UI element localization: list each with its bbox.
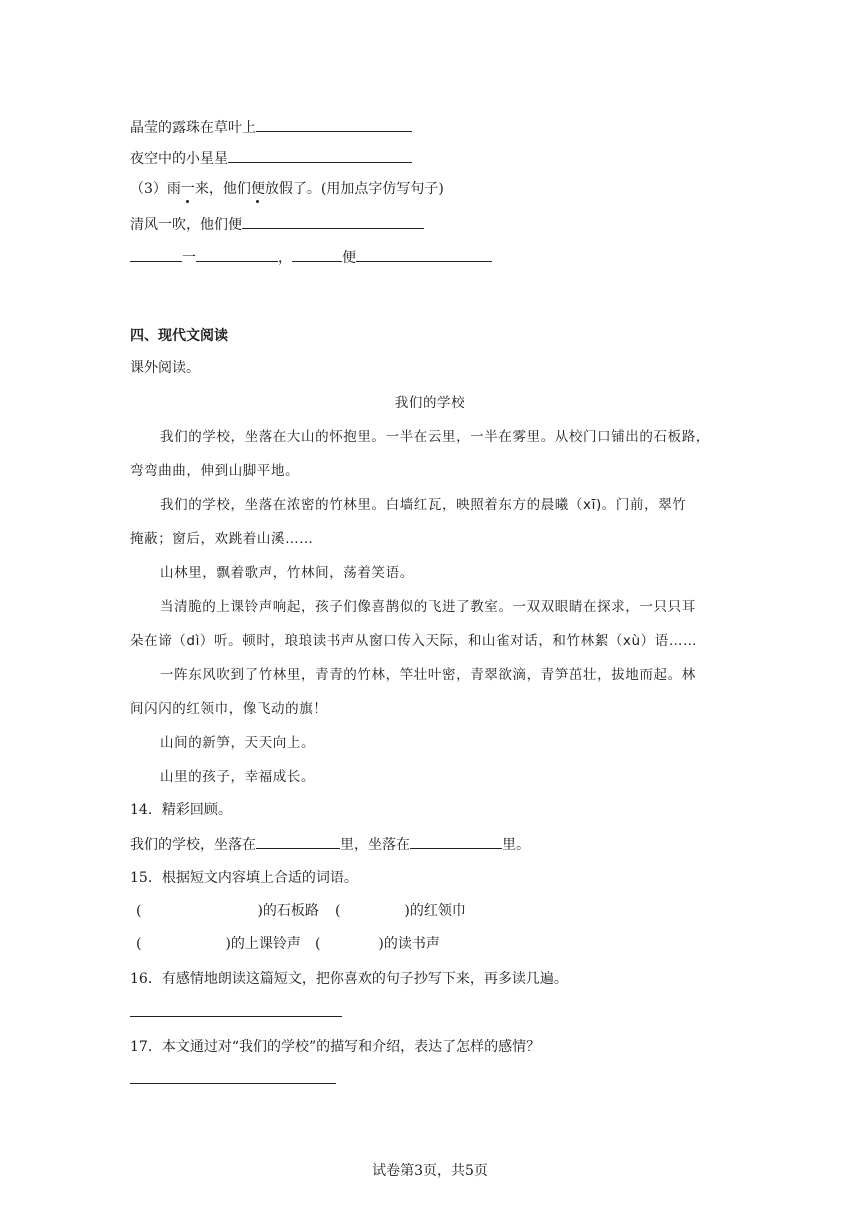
pattern-line (130, 247, 492, 267)
answer-blank[interactable] (228, 148, 412, 163)
question-3-prompt (130, 180, 444, 198)
passage-line: 山林里，飘着歌声，竹林间，荡着笑语。 (160, 565, 414, 581)
fill-line-wind (130, 214, 424, 234)
fill-line-stars-text: 夜空中的小星星 (130, 151, 228, 167)
answer-blank[interactable] (242, 214, 424, 229)
q15-item-bell: )的上课铃声 (225, 936, 301, 952)
paren-open: ( (136, 936, 142, 952)
question-14: 14．精彩回顾。 (130, 802, 232, 818)
passage-title: 我们的学校 (394, 395, 466, 411)
question-14-fill (130, 834, 530, 854)
q3-text-suffix: 放假了。(用加点字仿写句子) (264, 181, 444, 197)
passage-line: 我们的学校，坐落在大山的怀抱里。一半在云里，一半在雾里。从校门口铺出的石板路， (160, 429, 710, 445)
question-15-row-1 (136, 902, 466, 920)
passage-line: 掩蔽；窗后，欢跳着山溪…… (130, 531, 314, 547)
q3-text-mid: 来，他们 (194, 181, 251, 197)
dotted-char-yi: 一 (180, 181, 195, 197)
question-16: 16．有感情地朗读这篇短文，把你喜欢的句子抄写下来，再多读几遍。 (130, 971, 568, 987)
q14-text-c: 里。 (502, 837, 530, 853)
q15-item-stone-road: )的石板路 (257, 903, 319, 919)
passage-line: 间闪闪的红领巾，像飞动的旗！ (130, 701, 328, 717)
fill-line-dew (130, 117, 412, 137)
dotted-char-bian: 便 (250, 181, 265, 197)
q14-text-b: 里，坐落在 (340, 837, 410, 853)
answer-line[interactable] (130, 1083, 336, 1084)
paren-open: ( (334, 903, 341, 919)
passage-line: 山间的新笋，天天向上。 (160, 735, 316, 751)
answer-line[interactable] (130, 1016, 342, 1017)
paren-open: ( (136, 903, 142, 919)
passage-line: 山里的孩子，幸福成长。 (160, 769, 316, 785)
pattern-yi: 一 (182, 250, 196, 266)
answer-blank[interactable] (196, 247, 278, 262)
question-15-row-2 (136, 935, 440, 953)
section-heading: 四、现代文阅读 (130, 328, 228, 344)
answer-blank[interactable] (130, 247, 182, 262)
passage-line: 弯弯曲曲，伸到山脚平地。 (130, 463, 300, 479)
fill-line-dew-text: 晶莹的露珠在草叶上 (130, 120, 256, 136)
fill-line-stars (130, 148, 412, 168)
answer-blank[interactable] (410, 834, 502, 849)
passage-line: 我们的学校，坐落在浓密的竹林里。白墙红瓦，映照着东方的晨曦（xī)。门前，翠竹 (160, 497, 687, 513)
answer-blank[interactable] (292, 247, 342, 262)
answer-blank[interactable] (256, 834, 340, 849)
reading-intro: 课外阅读。 (130, 360, 200, 376)
answer-blank[interactable] (256, 117, 412, 132)
question-17: 17．本文通过对“我们的学校”的描写和介绍，表达了怎样的感情？ (130, 1039, 541, 1055)
fill-line-wind-text: 清风一吹，他们便 (130, 217, 242, 233)
q15-item-red-scarf: )的红领巾 (404, 903, 466, 919)
passage-line: 当清脆的上课铃声响起，孩子们像喜鹊似的飞进了教室。一双双眼睛在探求，一只只耳 (160, 599, 696, 615)
page-footer: 试卷第3页，共5页 (372, 1163, 488, 1179)
passage-line: 一阵东风吹到了竹林里，青青的竹林，竿壮叶密，青翠欲滴，青笋茁壮，拔地而起。林 (160, 667, 696, 683)
q15-item-reading: )的读书声 (378, 936, 440, 952)
pattern-comma: ， (278, 250, 292, 266)
answer-blank[interactable] (356, 247, 492, 262)
q14-text-a: 我们的学校，坐落在 (130, 837, 256, 853)
q3-text-prefix: （3）雨 (130, 181, 181, 197)
question-15: 15．根据短文内容填上合适的词语。 (130, 870, 358, 886)
passage-line: 朵在谛（dì）听。顿时，琅琅读书声从窗口传入天际，和山雀对话，和竹林絮（xù）语…… (130, 633, 698, 649)
pattern-bian: 便 (342, 250, 356, 266)
paren-open: ( (314, 936, 321, 952)
